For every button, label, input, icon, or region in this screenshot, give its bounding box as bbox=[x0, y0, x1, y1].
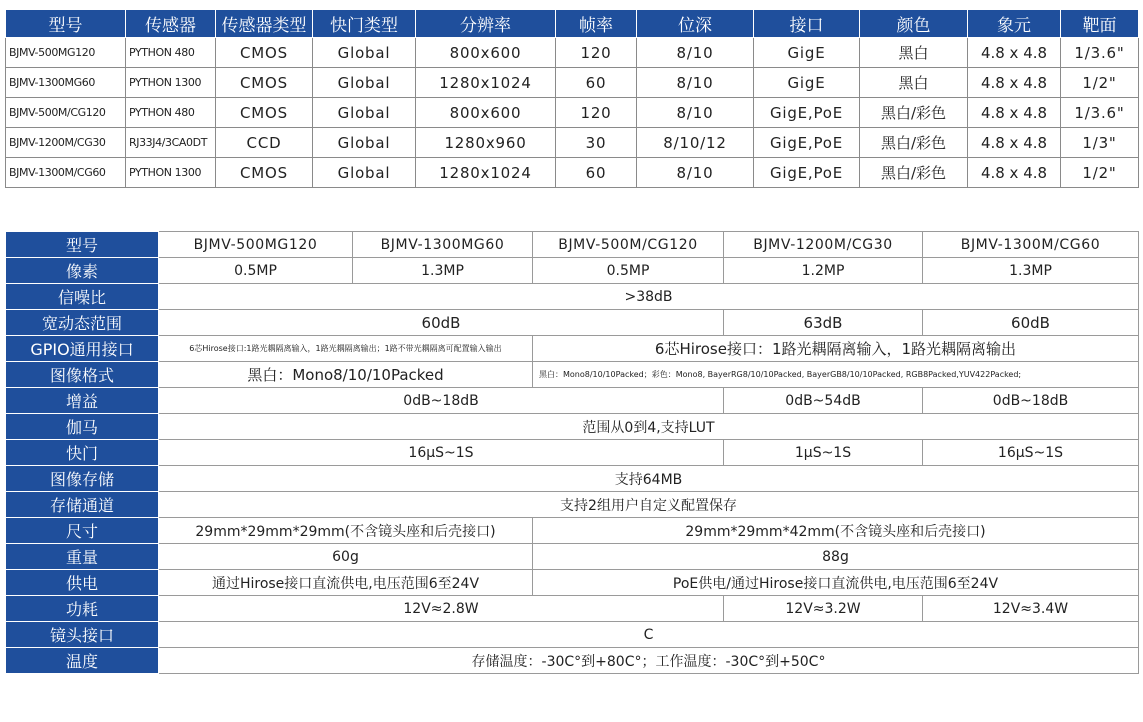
color-cell: 黑白 bbox=[860, 38, 968, 68]
sensor-cell: PYTHON 480 bbox=[126, 98, 216, 128]
row-label: 增益 bbox=[6, 388, 159, 414]
spec-row-channel bbox=[6, 492, 1139, 518]
row-label: 图像格式 bbox=[6, 362, 159, 388]
spec-row-snr bbox=[6, 284, 1139, 310]
interface-cell: GigE,PoE bbox=[754, 98, 860, 128]
color-cell: 黑白/彩色 bbox=[860, 98, 968, 128]
target-surface-cell: 1/2" bbox=[1061, 158, 1139, 188]
shutter-type-cell: Global bbox=[313, 158, 416, 188]
row-label: GPIO通用接口 bbox=[6, 336, 159, 362]
model-cell: BJMV-500MG120 bbox=[6, 38, 126, 68]
model-cell: BJMV-1300MG60 bbox=[6, 68, 126, 98]
row-label: 重量 bbox=[6, 544, 159, 570]
spec-row-pixels bbox=[6, 258, 1139, 284]
column-header: 传感器类型 bbox=[216, 10, 313, 38]
row-label: 伽马 bbox=[6, 414, 159, 440]
value-cell: PoE供电/通过Hirose接口直流供电,电压范围6至24V bbox=[533, 570, 1139, 596]
sensor-type-cell: CMOS bbox=[216, 158, 313, 188]
value-cell: 16μS~1S bbox=[159, 440, 724, 466]
column-header: 分辨率 bbox=[416, 10, 556, 38]
row-label: 温度 bbox=[6, 648, 159, 674]
sensor-type-cell: CMOS bbox=[216, 98, 313, 128]
value-cell: 1.3MP bbox=[923, 258, 1139, 284]
spec-row-power bbox=[6, 570, 1139, 596]
model-cell: BJMV-1200M/CG30 bbox=[724, 232, 923, 258]
model-cell: BJMV-1200M/CG30 bbox=[6, 128, 126, 158]
row-label: 镜头接口 bbox=[6, 622, 159, 648]
spec-row-temperature bbox=[6, 648, 1139, 674]
row-label: 图像存储 bbox=[6, 466, 159, 492]
pixel-size-cell: 4.8 x 4.8 bbox=[968, 68, 1061, 98]
value-cell: 支持64MB bbox=[159, 466, 1139, 492]
value-cell: 63dB bbox=[724, 310, 923, 336]
resolution-cell: 1280x1024 bbox=[416, 158, 556, 188]
spec-row-consumption bbox=[6, 596, 1139, 622]
row-label: 供电 bbox=[6, 570, 159, 596]
shutter-type-cell: Global bbox=[313, 38, 416, 68]
pixel-size-cell: 4.8 x 4.8 bbox=[968, 98, 1061, 128]
bit-depth-cell: 8/10 bbox=[637, 98, 754, 128]
value-cell: 黑白：Mono8/10/10Packed；彩色：Mono8, BayerRG8/10/10Packed, BayerGB8/10/10Packed, RGB8Packed,YUV422Packed; bbox=[533, 362, 1139, 388]
spec-row-shutter bbox=[6, 440, 1139, 466]
spec-row-storage bbox=[6, 466, 1139, 492]
value-cell: 0dB~54dB bbox=[724, 388, 923, 414]
value-cell: 黑白：Mono8/10/10Packed bbox=[159, 362, 533, 388]
frame-rate-cell: 120 bbox=[556, 38, 637, 68]
pixel-size-cell: 4.8 x 4.8 bbox=[968, 158, 1061, 188]
sensor-cell: PYTHON 1300 bbox=[126, 158, 216, 188]
color-cell: 黑白 bbox=[860, 68, 968, 98]
shutter-type-cell: Global bbox=[313, 98, 416, 128]
model-overview-table bbox=[5, 9, 1139, 188]
spec-row-gain bbox=[6, 388, 1139, 414]
row-label: 信噪比 bbox=[6, 284, 159, 310]
value-cell: 12V≈2.8W bbox=[159, 596, 724, 622]
value-cell: >38dB bbox=[159, 284, 1139, 310]
spec-row-gpio bbox=[6, 336, 1139, 362]
bit-depth-cell: 8/10 bbox=[637, 158, 754, 188]
sensor-type-cell: CCD bbox=[216, 128, 313, 158]
spec-row-dynamic-range bbox=[6, 310, 1139, 336]
resolution-cell: 800x600 bbox=[416, 38, 556, 68]
column-header: 帧率 bbox=[556, 10, 637, 38]
table-row bbox=[6, 98, 1139, 128]
value-cell: 0dB~18dB bbox=[159, 388, 724, 414]
spec-row-weight bbox=[6, 544, 1139, 570]
model-cell: BJMV-1300M/CG60 bbox=[923, 232, 1139, 258]
model-cell: BJMV-1300MG60 bbox=[353, 232, 533, 258]
pixel-size-cell: 4.8 x 4.8 bbox=[968, 128, 1061, 158]
value-cell: 6芯Hirose接口：1路光耦隔离输入，1路光耦隔离输出 bbox=[533, 336, 1139, 362]
row-label: 存储通道 bbox=[6, 492, 159, 518]
spec-row-gamma bbox=[6, 414, 1139, 440]
column-header: 接口 bbox=[754, 10, 860, 38]
column-header: 靶面 bbox=[1061, 10, 1139, 38]
spec-detail-table bbox=[5, 231, 1139, 674]
table-header-row bbox=[6, 10, 1139, 38]
table-row bbox=[6, 158, 1139, 188]
resolution-cell: 1280x960 bbox=[416, 128, 556, 158]
resolution-cell: 800x600 bbox=[416, 98, 556, 128]
value-cell: 16μS~1S bbox=[923, 440, 1139, 466]
interface-cell: GigE,PoE bbox=[754, 128, 860, 158]
pixel-size-cell: 4.8 x 4.8 bbox=[968, 38, 1061, 68]
table-row bbox=[6, 38, 1139, 68]
sensor-type-cell: CMOS bbox=[216, 68, 313, 98]
spec-row-lens bbox=[6, 622, 1139, 648]
interface-cell: GigE,PoE bbox=[754, 158, 860, 188]
row-label: 快门 bbox=[6, 440, 159, 466]
sensor-cell: PYTHON 1300 bbox=[126, 68, 216, 98]
value-cell: 支持2组用户自定义配置保存 bbox=[159, 492, 1139, 518]
row-label: 宽动态范围 bbox=[6, 310, 159, 336]
value-cell: C bbox=[159, 622, 1139, 648]
sensor-type-cell: CMOS bbox=[216, 38, 313, 68]
value-cell: 29mm*29mm*29mm(不含镜头座和后壳接口) bbox=[159, 518, 533, 544]
frame-rate-cell: 60 bbox=[556, 68, 637, 98]
spec-row-model bbox=[6, 232, 1139, 258]
value-cell: 1.3MP bbox=[353, 258, 533, 284]
table-row bbox=[6, 128, 1139, 158]
target-surface-cell: 1/3" bbox=[1061, 128, 1139, 158]
column-header: 颜色 bbox=[860, 10, 968, 38]
column-header: 快门类型 bbox=[313, 10, 416, 38]
value-cell: 12V≈3.4W bbox=[923, 596, 1139, 622]
bit-depth-cell: 8/10 bbox=[637, 68, 754, 98]
value-cell: 通过Hirose接口直流供电,电压范围6至24V bbox=[159, 570, 533, 596]
model-cell: BJMV-500MG120 bbox=[159, 232, 353, 258]
value-cell: 29mm*29mm*42mm(不含镜头座和后壳接口) bbox=[533, 518, 1139, 544]
frame-rate-cell: 30 bbox=[556, 128, 637, 158]
color-cell: 黑白/彩色 bbox=[860, 158, 968, 188]
value-cell: 0dB~18dB bbox=[923, 388, 1139, 414]
bit-depth-cell: 8/10/12 bbox=[637, 128, 754, 158]
model-cell: BJMV-500M/CG120 bbox=[533, 232, 724, 258]
frame-rate-cell: 60 bbox=[556, 158, 637, 188]
target-surface-cell: 1/3.6" bbox=[1061, 98, 1139, 128]
bit-depth-cell: 8/10 bbox=[637, 38, 754, 68]
value-cell: 88g bbox=[533, 544, 1139, 570]
value-cell: 60dB bbox=[923, 310, 1139, 336]
sensor-cell: RJ33J4/3CA0DT bbox=[126, 128, 216, 158]
value-cell: 60dB bbox=[159, 310, 724, 336]
shutter-type-cell: Global bbox=[313, 128, 416, 158]
spec-row-format bbox=[6, 362, 1139, 388]
column-header: 位深 bbox=[637, 10, 754, 38]
column-header: 传感器 bbox=[126, 10, 216, 38]
model-cell: BJMV-500M/CG120 bbox=[6, 98, 126, 128]
value-cell: 存储温度：-30C°到+80C°；工作温度：-30C°到+50C° bbox=[159, 648, 1139, 674]
row-label: 像素 bbox=[6, 258, 159, 284]
value-cell: 0.5MP bbox=[159, 258, 353, 284]
column-header: 型号 bbox=[6, 10, 126, 38]
value-cell: 1μS~1S bbox=[724, 440, 923, 466]
column-header: 象元 bbox=[968, 10, 1061, 38]
value-cell: 6芯Hirose接口:1路光耦隔离输入，1路光耦隔离输出；1路不带光耦隔离可配置输入输出 bbox=[159, 336, 533, 362]
row-label: 型号 bbox=[6, 232, 159, 258]
value-cell: 范围从0到4,支持LUT bbox=[159, 414, 1139, 440]
value-cell: 1.2MP bbox=[724, 258, 923, 284]
interface-cell: GigE bbox=[754, 68, 860, 98]
value-cell: 12V≈3.2W bbox=[724, 596, 923, 622]
shutter-type-cell: Global bbox=[313, 68, 416, 98]
resolution-cell: 1280x1024 bbox=[416, 68, 556, 98]
spec-row-size bbox=[6, 518, 1139, 544]
sensor-cell: PYTHON 480 bbox=[126, 38, 216, 68]
frame-rate-cell: 120 bbox=[556, 98, 637, 128]
target-surface-cell: 1/2" bbox=[1061, 68, 1139, 98]
interface-cell: GigE bbox=[754, 38, 860, 68]
value-cell: 0.5MP bbox=[533, 258, 724, 284]
target-surface-cell: 1/3.6" bbox=[1061, 38, 1139, 68]
color-cell: 黑白/彩色 bbox=[860, 128, 968, 158]
row-label: 功耗 bbox=[6, 596, 159, 622]
row-label: 尺寸 bbox=[6, 518, 159, 544]
model-cell: BJMV-1300M/CG60 bbox=[6, 158, 126, 188]
table-row bbox=[6, 68, 1139, 98]
value-cell: 60g bbox=[159, 544, 533, 570]
